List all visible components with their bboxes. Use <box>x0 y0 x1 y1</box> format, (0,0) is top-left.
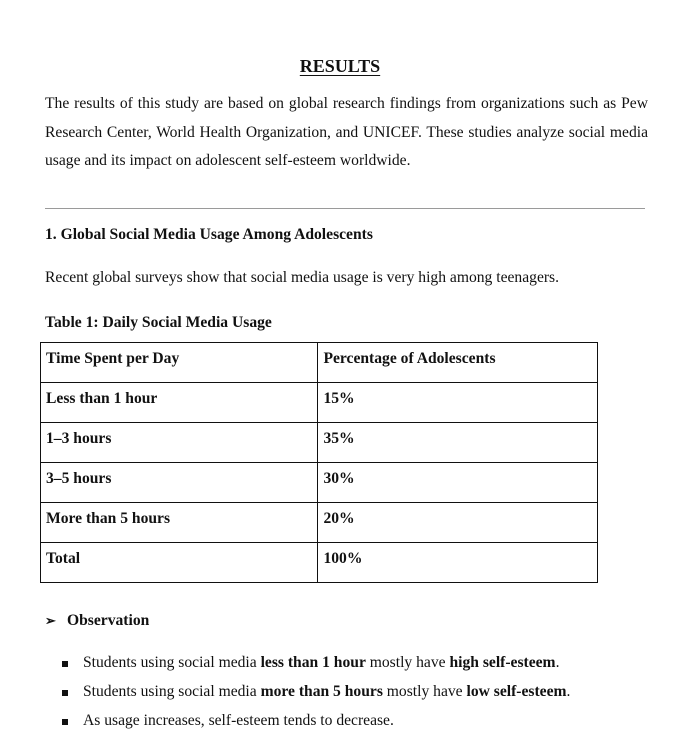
text-run: . <box>566 683 571 700</box>
table-row <box>41 463 598 503</box>
text-run-bold: low self-esteem <box>466 683 567 700</box>
usage-table <box>40 342 598 583</box>
table-caption: Table 1: Daily Social Media Usage <box>45 314 272 331</box>
table-cell-time: Less than 1 hour <box>41 383 318 423</box>
table-cell-time: 3–5 hours <box>41 463 318 503</box>
text-run: As usage increases, self-esteem tends to decrease. <box>83 712 394 729</box>
table-header-percentage: Percentage of Adolescents <box>318 343 598 383</box>
table-cell-time: More than 5 hours <box>41 503 318 543</box>
square-bullet-icon <box>62 661 68 667</box>
table-cell-percentage: 100% <box>318 543 598 583</box>
intro-paragraph: The results of this study are based on global research findings from organizations such as Pew Research Center, World Health Organization, and UNICEF. These studies analyze social media usage and its impact on adolescent self-esteem worldwide. <box>45 95 648 169</box>
text-run-bold: less than 1 hour <box>260 654 366 671</box>
section-paragraph: Recent global surveys show that social media usage is very high among teenagers. <box>45 269 560 286</box>
square-bullet-icon <box>62 690 68 696</box>
text-run-bold: more than 5 hours <box>260 683 383 700</box>
table-row <box>41 423 598 463</box>
table-header-time: Time Spent per Day <box>41 343 318 383</box>
list-item <box>62 654 570 683</box>
table-row <box>41 503 598 543</box>
observation-heading-label: Observation <box>67 612 150 629</box>
table-cell-percentage: 30% <box>318 463 598 503</box>
page-title: RESULTS <box>299 56 381 76</box>
list-item-text <box>83 712 394 730</box>
table-cell-percentage: 35% <box>318 423 598 463</box>
list-item <box>62 712 570 741</box>
square-bullet-icon <box>62 719 68 725</box>
table-header-row <box>41 343 598 383</box>
text-run-bold: high self-esteem <box>449 654 556 671</box>
table-cell-percentage: 20% <box>318 503 598 543</box>
table-row <box>41 383 598 423</box>
table-row-total <box>41 543 598 583</box>
text-run: . <box>555 654 560 671</box>
observation-list <box>62 654 570 741</box>
observation-heading <box>45 612 149 630</box>
text-run: mostly have <box>382 683 467 700</box>
arrow-bullet-icon: ➢ <box>45 613 56 628</box>
horizontal-divider <box>45 208 645 209</box>
list-item-text <box>83 654 559 672</box>
list-item <box>62 683 570 712</box>
table-cell-percentage: 15% <box>318 383 598 423</box>
list-item-text <box>83 683 570 701</box>
text-run: Students using social media <box>83 654 261 671</box>
table-cell-time: 1–3 hours <box>41 423 318 463</box>
table-cell-time: Total <box>41 543 318 583</box>
section-heading: 1. Global Social Media Usage Among Adolescents <box>45 226 373 243</box>
text-run: Students using social media <box>83 683 261 700</box>
text-run: mostly have <box>365 654 450 671</box>
